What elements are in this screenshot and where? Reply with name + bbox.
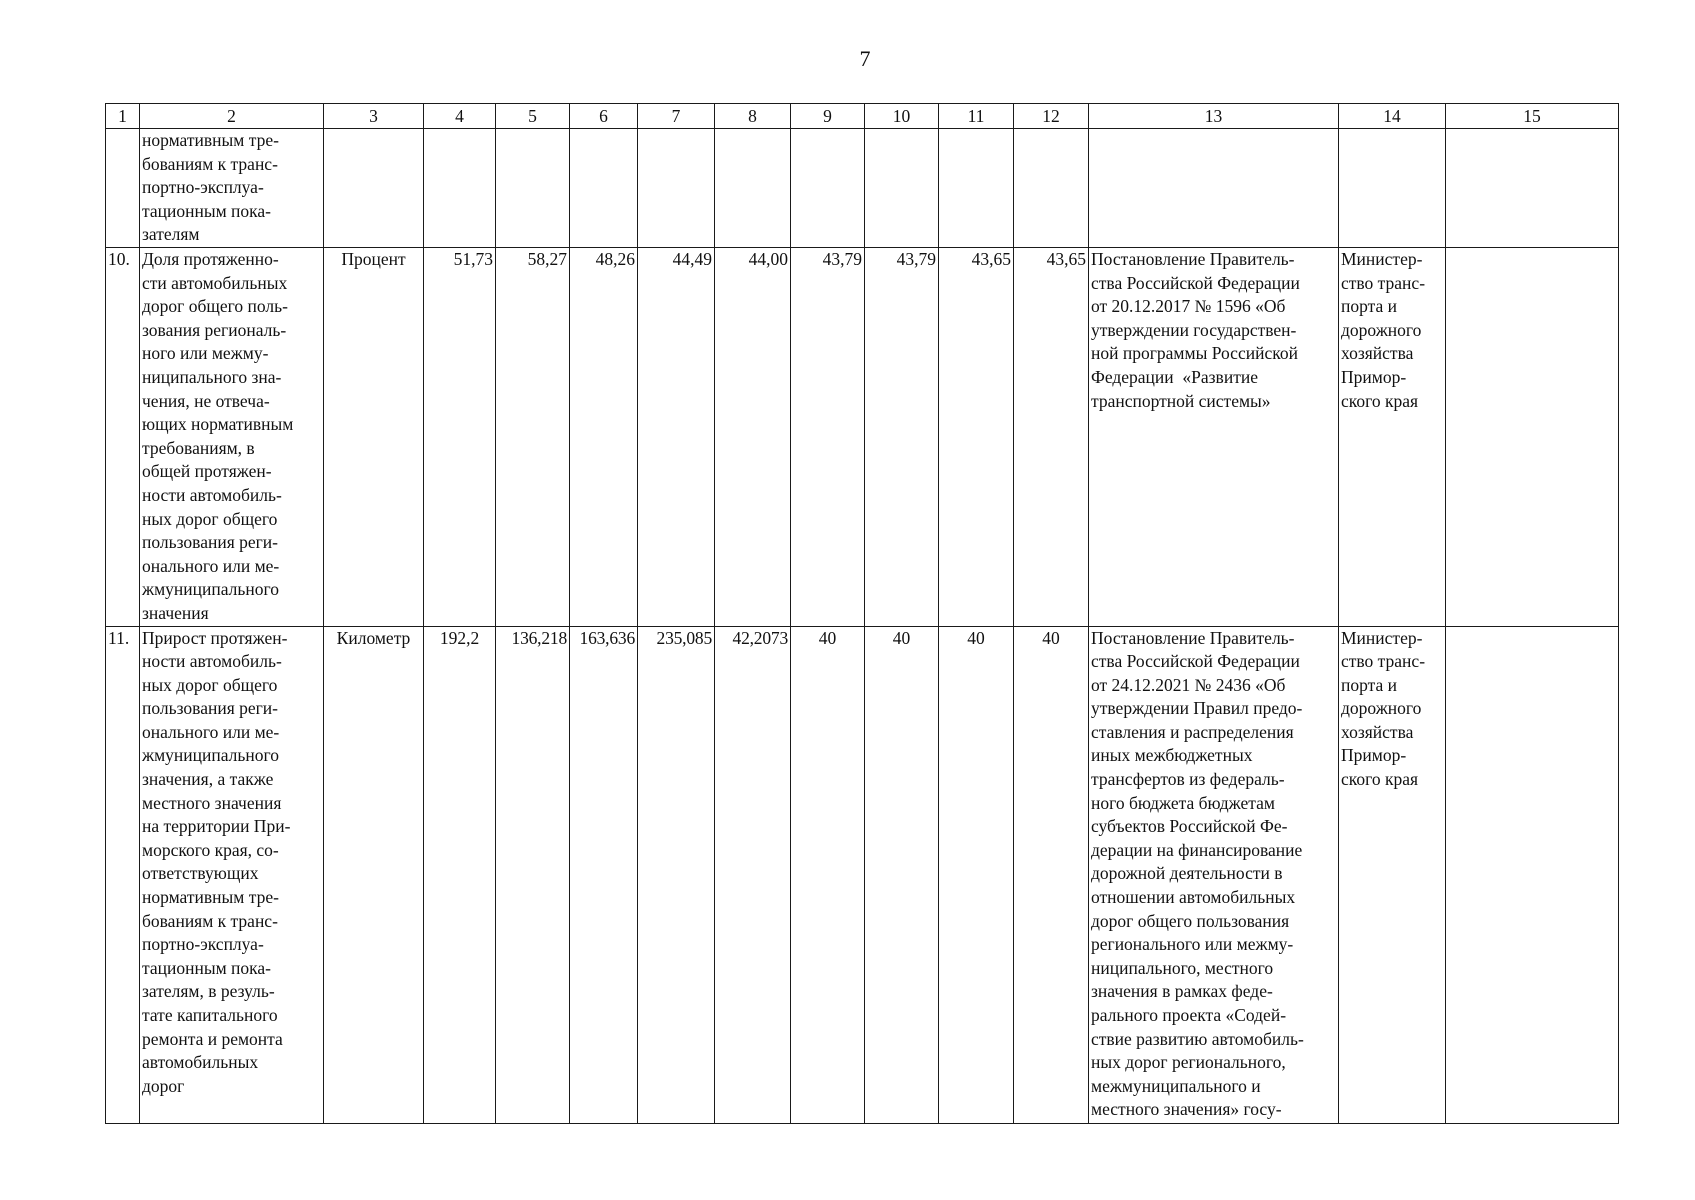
row-number: 11. bbox=[106, 626, 140, 1123]
value-cell: 51,73 bbox=[424, 248, 496, 627]
table-row-continuation bbox=[106, 129, 1619, 248]
legal-basis: Постановление Правитель- ства Российской Федерации от 20.12.2017 № 1596 «Об утверждении государствен- ной программы Российской Федерации «Развитие транспортной системы» bbox=[1089, 248, 1339, 627]
value-cell: 44,00 bbox=[715, 248, 791, 627]
column-header-4: 4 bbox=[424, 104, 496, 129]
value-cell bbox=[865, 129, 939, 248]
value-cell bbox=[496, 129, 570, 248]
page-number: 7 bbox=[859, 46, 871, 71]
column-header-8: 8 bbox=[715, 104, 791, 129]
value-cell: 40 bbox=[791, 626, 865, 1123]
unit-of-measure: Процент bbox=[324, 248, 424, 627]
value-cell bbox=[1014, 129, 1089, 248]
value-cell: 43,79 bbox=[865, 248, 939, 627]
column-header-11: 11 bbox=[939, 104, 1014, 129]
table-row-11 bbox=[106, 626, 1619, 1123]
column-header-6: 6 bbox=[570, 104, 638, 129]
responsible-body bbox=[1339, 129, 1446, 248]
value-cell bbox=[939, 129, 1014, 248]
indicator-name: нормативным тре- бованиям к транс- портно-эксплуа- тационным пока- зателям bbox=[140, 129, 324, 248]
value-cell: 43,65 bbox=[1014, 248, 1089, 627]
column-header-3: 3 bbox=[324, 104, 424, 129]
column-header-15: 15 bbox=[1446, 104, 1619, 129]
unit-of-measure bbox=[324, 129, 424, 248]
legal-basis bbox=[1089, 129, 1339, 248]
column-header-5: 5 bbox=[496, 104, 570, 129]
column-header-1: 1 bbox=[106, 104, 140, 129]
value-cell bbox=[424, 129, 496, 248]
value-cell bbox=[715, 129, 791, 248]
unit-of-measure: Километр bbox=[324, 626, 424, 1123]
indicator-name: Доля протяженно- сти автомобильных дорог общего поль- зования региональ- ного или межму- ниципального зна- чения, не отвеча- ющих нормативным требованиям, в общей протяжен- ности автомобиль- ных дорог общего пользования реги- онального или ме- жмуниципального значения bbox=[140, 248, 324, 627]
column-header-13: 13 bbox=[1089, 104, 1339, 129]
column-header-9: 9 bbox=[791, 104, 865, 129]
value-cell bbox=[791, 129, 865, 248]
responsible-body: Министер- ство транс- порта и дорожного хозяйства Примор- ского края bbox=[1339, 626, 1446, 1123]
value-cell: 58,27 bbox=[496, 248, 570, 627]
responsible-body: Министер- ство транс- порта и дорожного хозяйства Примор- ского края bbox=[1339, 248, 1446, 627]
value-cell bbox=[638, 129, 715, 248]
column-header-10: 10 bbox=[865, 104, 939, 129]
value-cell: 235,085 bbox=[638, 626, 715, 1123]
column-header-14: 14 bbox=[1339, 104, 1446, 129]
row-number bbox=[106, 129, 140, 248]
indicators-table bbox=[105, 103, 1619, 1124]
value-cell: 43,79 bbox=[791, 248, 865, 627]
value-cell: 40 bbox=[1014, 626, 1089, 1123]
value-cell: 42,2073 bbox=[715, 626, 791, 1123]
column-15-cell bbox=[1446, 626, 1619, 1123]
row-number: 10. bbox=[106, 248, 140, 627]
indicator-name: Прирост протяжен- ности автомобиль- ных дорог общего пользования реги- онального или ме- жмуниципального значения, а также местного значения на территории При- морского края, со- ответствующих нормативным тре- бованиям к транс- портно-эксплуа- тационным пока- зателям, в резуль- тате капитального ремонта и ремонта автомобильных дорог bbox=[140, 626, 324, 1123]
header-row bbox=[106, 104, 1619, 129]
column-header-2: 2 bbox=[140, 104, 324, 129]
column-15-cell bbox=[1446, 248, 1619, 627]
legal-basis: Постановление Правитель- ства Российской Федерации от 24.12.2021 № 2436 «Об утверждении Правил предо- ставления и распределения иных межбюджетных трансфертов из федераль- ного бюджета бюджетам субъектов Российской Фе- дерации на финансирование дорожной деятельности в отношении автомобильных дорог общего пользования регионального или межму- ниципального, местного значения в рамках феде- рального проекта «Содей- ствие развитию автомобиль- ных дорог регионального, межмуниципального и местного значения» госу- bbox=[1089, 626, 1339, 1123]
table-row-10 bbox=[106, 248, 1619, 627]
value-cell: 48,26 bbox=[570, 248, 638, 627]
value-cell: 192,2 bbox=[424, 626, 496, 1123]
value-cell: 136,218 bbox=[496, 626, 570, 1123]
value-cell bbox=[570, 129, 638, 248]
value-cell: 43,65 bbox=[939, 248, 1014, 627]
column-header-7: 7 bbox=[638, 104, 715, 129]
value-cell: 163,636 bbox=[570, 626, 638, 1123]
column-header-12: 12 bbox=[1014, 104, 1089, 129]
column-15-cell bbox=[1446, 129, 1619, 248]
value-cell: 40 bbox=[939, 626, 1014, 1123]
value-cell: 40 bbox=[865, 626, 939, 1123]
value-cell: 44,49 bbox=[638, 248, 715, 627]
